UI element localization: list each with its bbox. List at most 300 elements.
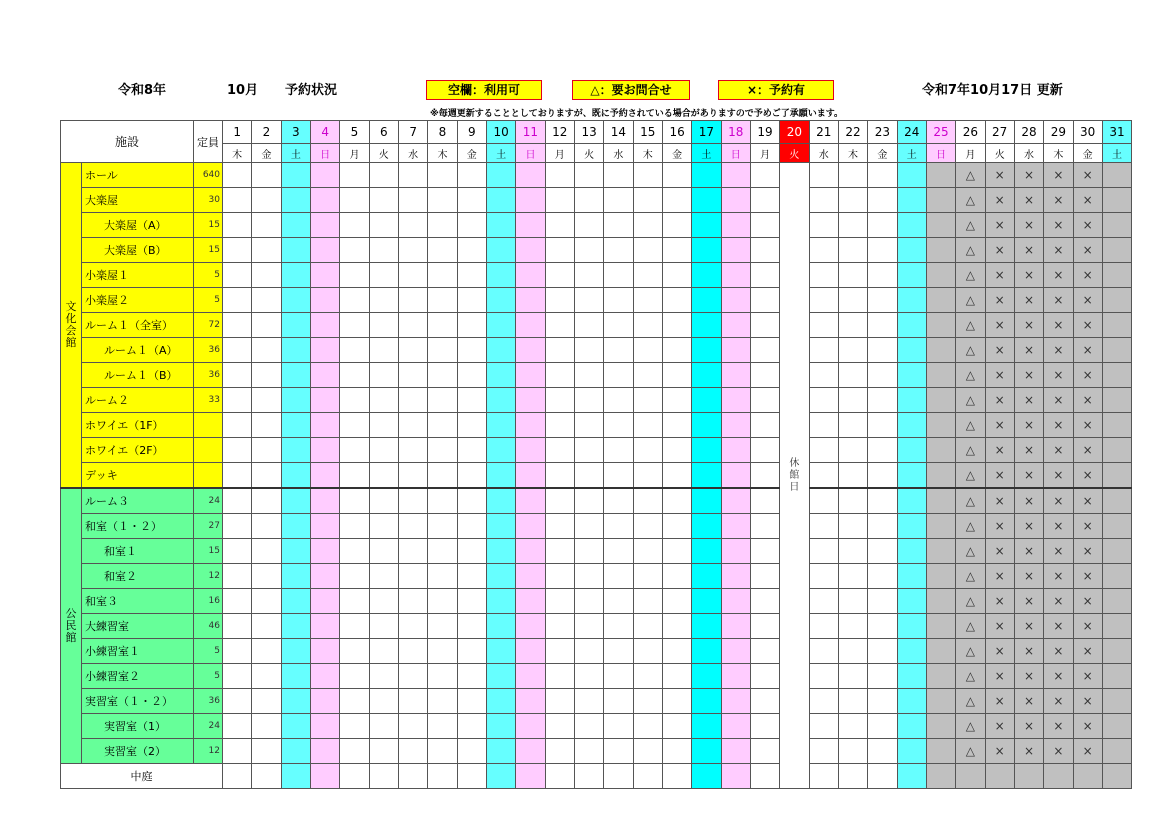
booking-cell[interactable]: [428, 388, 457, 413]
booking-cell[interactable]: [604, 363, 633, 388]
booking-cell[interactable]: [604, 438, 633, 463]
booking-cell[interactable]: [398, 238, 427, 263]
booking-cell[interactable]: [486, 764, 515, 789]
booking-cell[interactable]: [868, 288, 897, 313]
booking-cell[interactable]: [545, 438, 574, 463]
booking-cell[interactable]: [809, 488, 838, 514]
booking-cell[interactable]: [574, 539, 603, 564]
booking-cell[interactable]: [281, 739, 310, 764]
booking-cell[interactable]: [486, 413, 515, 438]
booking-cell[interactable]: [340, 213, 369, 238]
booking-cell[interactable]: [340, 564, 369, 589]
booking-cell[interactable]: ×: [1014, 163, 1043, 188]
booking-cell[interactable]: [486, 739, 515, 764]
booking-cell[interactable]: [604, 739, 633, 764]
booking-cell[interactable]: [457, 514, 486, 539]
booking-cell[interactable]: ×: [1044, 288, 1073, 313]
booking-cell[interactable]: [897, 238, 926, 263]
booking-cell[interactable]: [604, 213, 633, 238]
booking-cell[interactable]: [457, 413, 486, 438]
booking-cell[interactable]: [252, 288, 281, 313]
booking-cell[interactable]: [486, 614, 515, 639]
booking-cell[interactable]: [486, 263, 515, 288]
booking-cell[interactable]: [369, 313, 398, 338]
booking-cell[interactable]: [369, 263, 398, 288]
booking-cell[interactable]: [398, 614, 427, 639]
booking-cell[interactable]: [633, 238, 662, 263]
booking-cell[interactable]: △: [956, 288, 985, 313]
booking-cell[interactable]: ×: [985, 639, 1014, 664]
booking-cell[interactable]: [604, 714, 633, 739]
booking-cell[interactable]: [398, 689, 427, 714]
booking-cell[interactable]: [750, 639, 779, 664]
booking-cell[interactable]: ×: [1044, 514, 1073, 539]
booking-cell[interactable]: [310, 238, 339, 263]
booking-cell[interactable]: [721, 213, 750, 238]
booking-cell[interactable]: [545, 463, 574, 489]
booking-cell[interactable]: ×: [1014, 313, 1043, 338]
booking-cell[interactable]: [926, 689, 955, 714]
booking-cell[interactable]: [662, 664, 691, 689]
booking-cell[interactable]: [457, 714, 486, 739]
booking-cell[interactable]: [516, 664, 545, 689]
booking-cell[interactable]: △: [956, 238, 985, 263]
booking-cell[interactable]: ×: [1044, 714, 1073, 739]
booking-cell[interactable]: [223, 288, 252, 313]
booking-cell[interactable]: [604, 288, 633, 313]
booking-cell[interactable]: [868, 664, 897, 689]
booking-cell[interactable]: [662, 338, 691, 363]
booking-cell[interactable]: [281, 338, 310, 363]
booking-cell[interactable]: [692, 589, 721, 614]
booking-cell[interactable]: [223, 188, 252, 213]
booking-cell[interactable]: ×: [1044, 188, 1073, 213]
booking-cell[interactable]: [809, 288, 838, 313]
booking-cell[interactable]: [604, 238, 633, 263]
booking-cell[interactable]: [310, 288, 339, 313]
booking-cell[interactable]: [223, 614, 252, 639]
booking-cell[interactable]: [633, 438, 662, 463]
booking-cell[interactable]: [662, 488, 691, 514]
booking-cell[interactable]: [574, 313, 603, 338]
booking-cell[interactable]: [223, 514, 252, 539]
booking-cell[interactable]: [223, 639, 252, 664]
booking-cell[interactable]: [838, 589, 867, 614]
booking-cell[interactable]: [809, 363, 838, 388]
booking-cell[interactable]: [868, 313, 897, 338]
booking-cell[interactable]: [457, 614, 486, 639]
booking-cell[interactable]: [457, 213, 486, 238]
booking-cell[interactable]: [838, 463, 867, 489]
booking-cell[interactable]: [868, 539, 897, 564]
booking-cell[interactable]: [252, 313, 281, 338]
booking-cell[interactable]: [1102, 188, 1131, 213]
booking-cell[interactable]: [838, 539, 867, 564]
booking-cell[interactable]: [692, 288, 721, 313]
booking-cell[interactable]: [369, 363, 398, 388]
booking-cell[interactable]: [897, 413, 926, 438]
booking-cell[interactable]: [633, 739, 662, 764]
booking-cell[interactable]: ×: [1044, 664, 1073, 689]
booking-cell[interactable]: ×: [985, 539, 1014, 564]
booking-cell[interactable]: [1102, 614, 1131, 639]
booking-cell[interactable]: [457, 163, 486, 188]
booking-cell[interactable]: ×: [1073, 714, 1102, 739]
booking-cell[interactable]: [486, 714, 515, 739]
booking-cell[interactable]: [750, 313, 779, 338]
booking-cell[interactable]: [516, 438, 545, 463]
booking-cell[interactable]: [633, 714, 662, 739]
booking-cell[interactable]: ×: [1014, 689, 1043, 714]
booking-cell[interactable]: [340, 664, 369, 689]
booking-cell[interactable]: [633, 764, 662, 789]
booking-cell[interactable]: [692, 689, 721, 714]
booking-cell[interactable]: [281, 163, 310, 188]
booking-cell[interactable]: [750, 689, 779, 714]
booking-cell[interactable]: [457, 313, 486, 338]
booking-cell[interactable]: [457, 338, 486, 363]
booking-cell[interactable]: [809, 564, 838, 589]
booking-cell[interactable]: [750, 589, 779, 614]
booking-cell[interactable]: [369, 188, 398, 213]
booking-cell[interactable]: [809, 764, 838, 789]
booking-cell[interactable]: [1102, 313, 1131, 338]
booking-cell[interactable]: [692, 213, 721, 238]
booking-cell[interactable]: [809, 739, 838, 764]
booking-cell[interactable]: ×: [1014, 388, 1043, 413]
booking-cell[interactable]: [926, 539, 955, 564]
booking-cell[interactable]: [897, 488, 926, 514]
booking-cell[interactable]: [545, 238, 574, 263]
booking-cell[interactable]: [692, 764, 721, 789]
booking-cell[interactable]: [633, 514, 662, 539]
booking-cell[interactable]: [398, 639, 427, 664]
booking-cell[interactable]: [662, 438, 691, 463]
booking-cell[interactable]: [1102, 514, 1131, 539]
booking-cell[interactable]: [545, 664, 574, 689]
booking-cell[interactable]: [662, 263, 691, 288]
booking-cell[interactable]: [486, 488, 515, 514]
booking-cell[interactable]: [662, 639, 691, 664]
booking-cell[interactable]: [281, 438, 310, 463]
booking-cell[interactable]: [428, 263, 457, 288]
booking-cell[interactable]: [457, 488, 486, 514]
booking-cell[interactable]: [516, 488, 545, 514]
booking-cell[interactable]: ×: [985, 664, 1014, 689]
booking-cell[interactable]: ×: [1014, 564, 1043, 589]
booking-cell[interactable]: ×: [1044, 689, 1073, 714]
booking-cell[interactable]: [721, 338, 750, 363]
booking-cell[interactable]: [545, 564, 574, 589]
booking-cell[interactable]: [750, 163, 779, 188]
booking-cell[interactable]: [633, 589, 662, 614]
booking-cell[interactable]: ×: [985, 514, 1014, 539]
booking-cell[interactable]: [604, 689, 633, 714]
booking-cell[interactable]: [223, 539, 252, 564]
booking-cell[interactable]: [692, 739, 721, 764]
booking-cell[interactable]: [838, 238, 867, 263]
booking-cell[interactable]: [868, 514, 897, 539]
booking-cell[interactable]: [926, 288, 955, 313]
booking-cell[interactable]: [750, 664, 779, 689]
booking-cell[interactable]: △: [956, 263, 985, 288]
booking-cell[interactable]: [897, 664, 926, 689]
booking-cell[interactable]: ×: [1073, 413, 1102, 438]
booking-cell[interactable]: [398, 288, 427, 313]
booking-cell[interactable]: [310, 263, 339, 288]
booking-cell[interactable]: [926, 714, 955, 739]
booking-cell[interactable]: [486, 539, 515, 564]
booking-cell[interactable]: [428, 413, 457, 438]
booking-cell[interactable]: [809, 539, 838, 564]
booking-cell[interactable]: [868, 338, 897, 363]
booking-cell[interactable]: [1102, 589, 1131, 614]
booking-cell[interactable]: [281, 539, 310, 564]
booking-cell[interactable]: [574, 263, 603, 288]
booking-cell[interactable]: [252, 589, 281, 614]
booking-cell[interactable]: △: [956, 514, 985, 539]
booking-cell[interactable]: ×: [1073, 313, 1102, 338]
booking-cell[interactable]: [750, 564, 779, 589]
booking-cell[interactable]: [692, 363, 721, 388]
booking-cell[interactable]: [369, 288, 398, 313]
booking-cell[interactable]: ×: [1073, 238, 1102, 263]
booking-cell[interactable]: [662, 514, 691, 539]
booking-cell[interactable]: ×: [1044, 388, 1073, 413]
booking-cell[interactable]: [721, 639, 750, 664]
booking-cell[interactable]: [457, 564, 486, 589]
booking-cell[interactable]: [604, 614, 633, 639]
booking-cell[interactable]: [633, 463, 662, 489]
booking-cell[interactable]: [897, 589, 926, 614]
booking-cell[interactable]: [897, 539, 926, 564]
booking-cell[interactable]: [574, 764, 603, 789]
booking-cell[interactable]: [868, 714, 897, 739]
booking-cell[interactable]: [340, 238, 369, 263]
booking-cell[interactable]: [223, 413, 252, 438]
booking-cell[interactable]: [926, 213, 955, 238]
booking-cell[interactable]: [868, 363, 897, 388]
booking-cell[interactable]: [486, 463, 515, 489]
booking-cell[interactable]: [369, 463, 398, 489]
booking-cell[interactable]: [633, 363, 662, 388]
booking-cell[interactable]: [574, 163, 603, 188]
booking-cell[interactable]: [604, 463, 633, 489]
booking-cell[interactable]: [486, 388, 515, 413]
booking-cell[interactable]: ×: [1044, 413, 1073, 438]
booking-cell[interactable]: [1102, 438, 1131, 463]
booking-cell[interactable]: [956, 764, 985, 789]
booking-cell[interactable]: [662, 739, 691, 764]
booking-cell[interactable]: [398, 488, 427, 514]
booking-cell[interactable]: ×: [1014, 739, 1043, 764]
booking-cell[interactable]: [868, 764, 897, 789]
booking-cell[interactable]: [574, 739, 603, 764]
booking-cell[interactable]: [721, 163, 750, 188]
booking-cell[interactable]: [486, 313, 515, 338]
booking-cell[interactable]: ×: [1073, 463, 1102, 489]
booking-cell[interactable]: [721, 363, 750, 388]
booking-cell[interactable]: [604, 413, 633, 438]
booking-cell[interactable]: [369, 564, 398, 589]
booking-cell[interactable]: [604, 163, 633, 188]
booking-cell[interactable]: [545, 363, 574, 388]
booking-cell[interactable]: [1102, 338, 1131, 363]
booking-cell[interactable]: [1102, 463, 1131, 489]
booking-cell[interactable]: [574, 438, 603, 463]
booking-cell[interactable]: [252, 614, 281, 639]
booking-cell[interactable]: [457, 664, 486, 689]
booking-cell[interactable]: ×: [1014, 413, 1043, 438]
booking-cell[interactable]: [457, 639, 486, 664]
booking-cell[interactable]: [721, 689, 750, 714]
booking-cell[interactable]: [310, 213, 339, 238]
booking-cell[interactable]: [457, 463, 486, 489]
booking-cell[interactable]: [428, 313, 457, 338]
booking-cell[interactable]: [516, 188, 545, 213]
booking-cell[interactable]: [633, 213, 662, 238]
booking-cell[interactable]: △: [956, 163, 985, 188]
booking-cell[interactable]: [340, 363, 369, 388]
booking-cell[interactable]: [398, 388, 427, 413]
booking-cell[interactable]: [545, 488, 574, 514]
booking-cell[interactable]: [662, 589, 691, 614]
booking-cell[interactable]: [868, 213, 897, 238]
booking-cell[interactable]: [398, 564, 427, 589]
booking-cell[interactable]: [926, 363, 955, 388]
booking-cell[interactable]: [926, 564, 955, 589]
booking-cell[interactable]: [721, 188, 750, 213]
booking-cell[interactable]: [398, 463, 427, 489]
booking-cell[interactable]: [838, 488, 867, 514]
booking-cell[interactable]: [1014, 764, 1043, 789]
booking-cell[interactable]: [516, 614, 545, 639]
booking-cell[interactable]: [486, 213, 515, 238]
booking-cell[interactable]: [369, 413, 398, 438]
booking-cell[interactable]: [692, 188, 721, 213]
booking-cell[interactable]: [868, 564, 897, 589]
booking-cell[interactable]: [428, 238, 457, 263]
booking-cell[interactable]: [721, 739, 750, 764]
booking-cell[interactable]: [1102, 639, 1131, 664]
booking-cell[interactable]: [604, 388, 633, 413]
booking-cell[interactable]: [838, 263, 867, 288]
booking-cell[interactable]: [223, 363, 252, 388]
booking-cell[interactable]: [721, 238, 750, 263]
booking-cell[interactable]: [310, 163, 339, 188]
booking-cell[interactable]: ×: [1073, 438, 1102, 463]
booking-cell[interactable]: [574, 564, 603, 589]
booking-cell[interactable]: [516, 463, 545, 489]
booking-cell[interactable]: [692, 313, 721, 338]
booking-cell[interactable]: [398, 438, 427, 463]
booking-cell[interactable]: [868, 413, 897, 438]
booking-cell[interactable]: ×: [985, 463, 1014, 489]
booking-cell[interactable]: [662, 188, 691, 213]
booking-cell[interactable]: [281, 413, 310, 438]
booking-cell[interactable]: ×: [1044, 363, 1073, 388]
booking-cell[interactable]: [1102, 238, 1131, 263]
booking-cell[interactable]: [809, 589, 838, 614]
booking-cell[interactable]: [516, 589, 545, 614]
booking-cell[interactable]: [223, 263, 252, 288]
booking-cell[interactable]: [633, 539, 662, 564]
booking-cell[interactable]: [428, 213, 457, 238]
booking-cell[interactable]: [809, 639, 838, 664]
booking-cell[interactable]: [926, 313, 955, 338]
booking-cell[interactable]: [692, 163, 721, 188]
booking-cell[interactable]: [223, 438, 252, 463]
booking-cell[interactable]: [516, 413, 545, 438]
booking-cell[interactable]: [281, 614, 310, 639]
booking-cell[interactable]: [633, 614, 662, 639]
booking-cell[interactable]: [252, 463, 281, 489]
booking-cell[interactable]: [1102, 413, 1131, 438]
booking-cell[interactable]: [310, 689, 339, 714]
booking-cell[interactable]: ×: [1044, 463, 1073, 489]
booking-cell[interactable]: [926, 188, 955, 213]
booking-cell[interactable]: [545, 388, 574, 413]
booking-cell[interactable]: [868, 639, 897, 664]
booking-cell[interactable]: [633, 564, 662, 589]
booking-cell[interactable]: △: [956, 413, 985, 438]
booking-cell[interactable]: [516, 764, 545, 789]
booking-cell[interactable]: [281, 488, 310, 514]
booking-cell[interactable]: [516, 213, 545, 238]
booking-cell[interactable]: ×: [1014, 338, 1043, 363]
booking-cell[interactable]: [750, 388, 779, 413]
booking-cell[interactable]: △: [956, 714, 985, 739]
booking-cell[interactable]: [340, 539, 369, 564]
booking-cell[interactable]: [252, 163, 281, 188]
booking-cell[interactable]: [633, 639, 662, 664]
booking-cell[interactable]: [310, 764, 339, 789]
booking-cell[interactable]: [1102, 163, 1131, 188]
booking-cell[interactable]: [252, 213, 281, 238]
booking-cell[interactable]: ×: [1014, 664, 1043, 689]
booking-cell[interactable]: [897, 338, 926, 363]
booking-cell[interactable]: [574, 589, 603, 614]
booking-cell[interactable]: [897, 689, 926, 714]
booking-cell[interactable]: [545, 338, 574, 363]
booking-cell[interactable]: ×: [985, 288, 1014, 313]
booking-cell[interactable]: [662, 363, 691, 388]
booking-cell[interactable]: [369, 388, 398, 413]
booking-cell[interactable]: [486, 438, 515, 463]
booking-cell[interactable]: [457, 764, 486, 789]
booking-cell[interactable]: [604, 639, 633, 664]
booking-cell[interactable]: ×: [1073, 739, 1102, 764]
booking-cell[interactable]: △: [956, 639, 985, 664]
booking-cell[interactable]: [604, 263, 633, 288]
booking-cell[interactable]: [340, 188, 369, 213]
booking-cell[interactable]: [223, 163, 252, 188]
booking-cell[interactable]: [721, 564, 750, 589]
booking-cell[interactable]: [398, 664, 427, 689]
booking-cell[interactable]: [633, 163, 662, 188]
booking-cell[interactable]: [486, 589, 515, 614]
booking-cell[interactable]: ×: [1073, 488, 1102, 514]
booking-cell[interactable]: [223, 689, 252, 714]
booking-cell[interactable]: [369, 664, 398, 689]
booking-cell[interactable]: [838, 313, 867, 338]
booking-cell[interactable]: [721, 488, 750, 514]
booking-cell[interactable]: [369, 338, 398, 363]
booking-cell[interactable]: [428, 338, 457, 363]
booking-cell[interactable]: [428, 714, 457, 739]
booking-cell[interactable]: [428, 163, 457, 188]
booking-cell[interactable]: ×: [985, 739, 1014, 764]
